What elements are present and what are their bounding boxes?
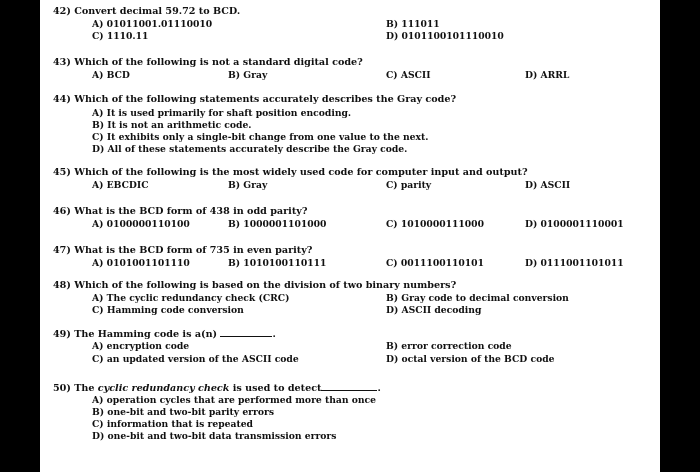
- question-44: 44) Which of the following statements accurately describes the Gray code?: [53, 94, 457, 105]
- question-45: 45) Which of the following is the most widely used code for computer input and output?: [53, 167, 528, 178]
- q50-option-c: C) information that is repeated: [92, 419, 253, 430]
- q50-option-a: A) operation cycles that are performed more than once: [92, 395, 376, 406]
- q42-option-a: A) 01011001.01110010: [92, 19, 213, 30]
- q50-stem-prefix: 50) The: [53, 383, 95, 394]
- question-42: 42) Convert decimal 59.72 to BCD.: [53, 6, 241, 17]
- q45-option-d: D) ASCII: [525, 180, 571, 191]
- q45-option-a: A) EBCDIC: [92, 180, 149, 191]
- quiz-page: [40, 0, 660, 472]
- question-50: 50) The cyclic redundancy check is used to detect .: [53, 383, 381, 394]
- q49-stem-text: 49) The Hamming code is a(n): [53, 329, 218, 340]
- q50-answer-blank: [321, 382, 377, 391]
- q46-option-a: A) 0100000110100: [92, 219, 190, 230]
- question-49: 49) The Hamming code is a(n) .: [53, 329, 276, 340]
- q45-option-b: B) Gray: [228, 180, 268, 191]
- q47-option-d: D) 0111001101011: [525, 258, 624, 269]
- q50-option-b: B) one-bit and two-bit parity errors: [92, 407, 274, 418]
- q47-option-a: A) 0101001101110: [92, 258, 190, 269]
- q43-option-a: A) BCD: [92, 70, 130, 81]
- q49-option-a: A) encryption code: [92, 341, 190, 352]
- q44-option-d: D) All of these statements accurately describe the Gray code.: [92, 144, 408, 155]
- q44-option-c: C) It exhibits only a single-bit change from one value to the next.: [92, 132, 429, 143]
- q48-option-b: B) Gray code to decimal conversion: [386, 293, 569, 304]
- q50-stem-suffix: is used to detect: [232, 383, 322, 394]
- q46-option-d: D) 0100001110001: [525, 219, 624, 230]
- q50-option-d: D) one-bit and two-bit data transmission errors: [92, 431, 337, 442]
- q45-option-c: C) parity: [386, 180, 432, 191]
- q48-option-a: A) The cyclic redundancy check (CRC): [92, 293, 290, 304]
- q48-option-c: C) Hamming code conversion: [92, 305, 244, 316]
- q49-option-b: B) error correction code: [386, 341, 512, 352]
- question-47: 47) What is the BCD form of 735 in even parity?: [53, 245, 313, 256]
- q47-option-c: C) 0011100110101: [386, 258, 484, 269]
- question-48: 48) Which of the following is based on the division of two binary numbers?: [53, 280, 457, 291]
- question-43: 43) Which of the following is not a standard digital code?: [53, 57, 363, 68]
- q42-option-d: D) 0101100101110010: [386, 31, 504, 42]
- q44-option-b: B) It is not an arithmetic code.: [92, 120, 252, 131]
- q46-option-c: C) 1010000111000: [386, 219, 484, 230]
- q43-option-b: B) Gray: [228, 70, 268, 81]
- q49-option-d: D) octal version of the BCD code: [386, 354, 555, 365]
- question-46: 46) What is the BCD form of 438 in odd parity?: [53, 206, 308, 217]
- q44-option-a: A) It is used primarily for shaft position encoding.: [92, 108, 352, 119]
- q49-answer-blank: [220, 328, 272, 337]
- q46-option-b: B) 1000001101000: [228, 219, 327, 230]
- q42-option-b: B) 111011: [386, 19, 440, 30]
- q43-option-d: D) ARRL: [525, 70, 570, 81]
- q50-stem-italic: cyclic redundancy check: [97, 383, 230, 394]
- q48-option-d: D) ASCII decoding: [386, 305, 482, 316]
- q47-option-b: B) 1010100110111: [228, 258, 327, 269]
- q42-option-c: C) 1110.11: [92, 31, 149, 42]
- q43-option-c: C) ASCII: [386, 70, 431, 81]
- q49-option-c: C) an updated version of the ASCII code: [92, 354, 299, 365]
